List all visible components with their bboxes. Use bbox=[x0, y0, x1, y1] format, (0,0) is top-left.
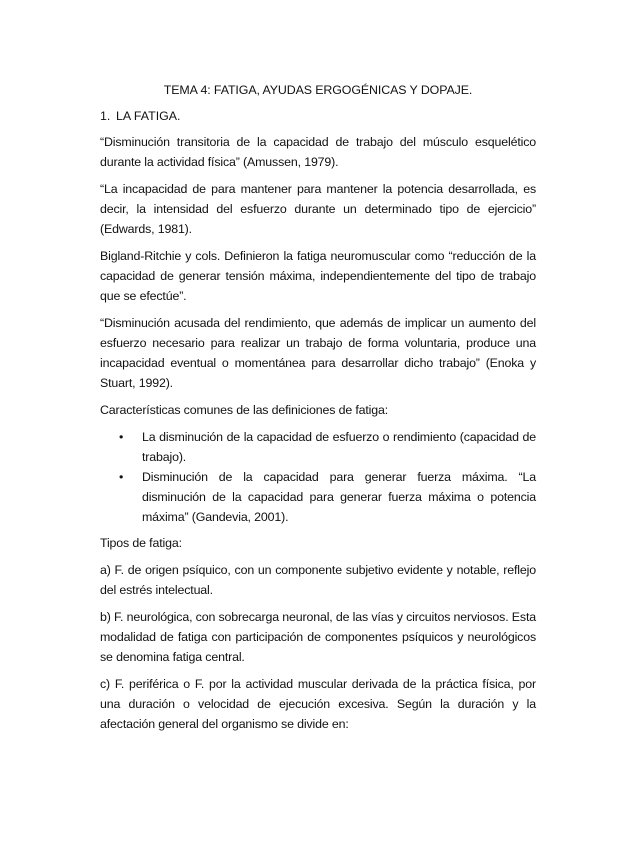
definition-enoka-stuart: “Disminución acusada del rendimiento, que además de implicar un aumento del esfuerzo necesario para realizar un trabajo de forma voluntaria, produce una incapacidad eventual o momentánea para desarrollar dicho trabajo” (Enoka y Stuart, 1992). bbox=[100, 316, 536, 390]
document-page bbox=[100, 80, 536, 741]
list-item bbox=[100, 467, 536, 527]
bullet-icon: • bbox=[119, 430, 124, 444]
definition-amussen: “Disminución transitoria de la capacidad de trabajo del músculo esquelético durante la actividad física” (Amussen, 1979). bbox=[100, 135, 536, 169]
characteristics-list bbox=[100, 427, 536, 527]
document-title: TEMA 4: FATIGA, AYUDAS ERGOGÉNICAS Y DOPAJE. bbox=[163, 83, 473, 97]
section-number: 1. bbox=[100, 109, 111, 123]
section-heading bbox=[100, 106, 536, 126]
definition-bigland-ritchie: Bigland-Ritchie y cols. Definieron la fatiga neuromuscular como “reducción de la capacidad de generar tensión máxima, independientemente del tipo de trabajo que se efectúe”. bbox=[100, 249, 536, 303]
common-characteristics-intro: Características comunes de las definiciones de fatiga: bbox=[100, 403, 389, 417]
section-label: LA FATIGA. bbox=[116, 109, 181, 123]
definition-edwards: “La incapacidad de para mantener para mantener la potencia desarrollada, es decir, la intensidad del esfuerzo durante un determinado tipo de ejercicio” (Edwards, 1981). bbox=[100, 182, 536, 236]
fatigue-type-psychic: a) F. de origen psíquico, con un componente subjetivo evidente y notable, reflejo del estrés intelectual. bbox=[100, 563, 536, 597]
bullet-icon: • bbox=[119, 470, 124, 484]
types-intro: Tipos de fatiga: bbox=[100, 536, 182, 550]
list-item-text: La disminución de la capacidad de esfuerzo o rendimiento (capacidad de trabajo). bbox=[142, 430, 536, 464]
fatigue-type-neurological: b) F. neurológica, con sobrecarga neuronal, de las vías y circuitos nerviosos. Esta modalidad de fatiga con participación de componentes psíquicos y neurológicos se denomina fatiga central. bbox=[100, 610, 536, 664]
fatigue-type-peripheral: c) F. periférica o F. por la actividad muscular derivada de la práctica física, por una duración o velocidad de ejecución excesiva. Según la duración y la afectación general del organismo se divide en: bbox=[100, 677, 536, 731]
list-item-text: Disminución de la capacidad para generar fuerza máxima. “La disminución de la capacidad para generar fuerza máxima o potencia máxima” (Gandevia, 2001). bbox=[142, 470, 536, 524]
list-item bbox=[100, 427, 536, 467]
